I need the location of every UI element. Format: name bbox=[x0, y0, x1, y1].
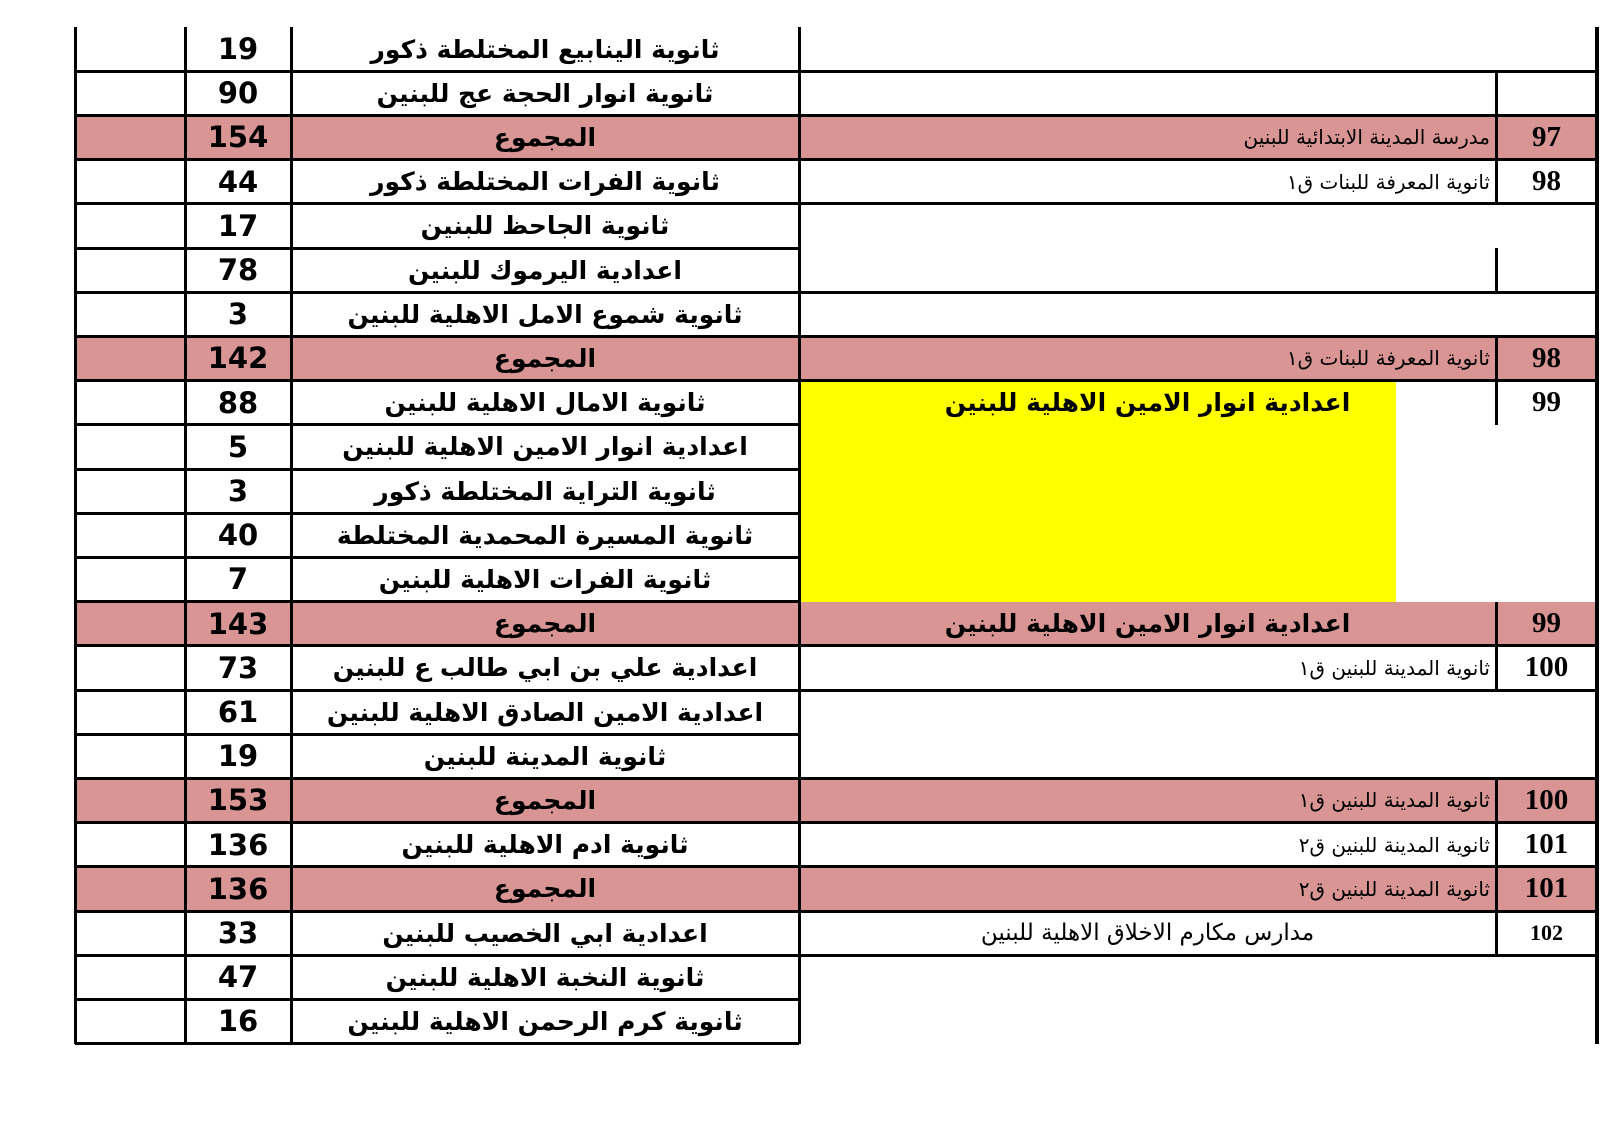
table-row bbox=[75, 425, 1534, 469]
total-row bbox=[75, 867, 1569, 911]
grid-line bbox=[184, 27, 187, 1044]
grid-line bbox=[799, 114, 1597, 117]
blank-cell bbox=[75, 778, 185, 822]
centre-number: 100 bbox=[1524, 651, 1569, 684]
centre-number: 98 bbox=[1532, 165, 1561, 198]
blank-cell bbox=[75, 292, 185, 336]
school-name: اعدادية انوار الامين الاهلية للبنين bbox=[342, 432, 748, 462]
student-count: 90 bbox=[217, 76, 259, 111]
total-label: المجموع bbox=[493, 122, 597, 152]
blank-cell bbox=[75, 513, 185, 557]
table-row bbox=[75, 27, 1534, 71]
blank-cell bbox=[75, 71, 185, 115]
grid-line bbox=[799, 291, 1597, 294]
student-count: 40 bbox=[217, 518, 259, 553]
school-name: اعدادية ابي الخصيب للبنين bbox=[382, 918, 708, 948]
centre-school-name: ثانوية المدينة للبنين ق٢ bbox=[1298, 876, 1490, 901]
school-name: ثانوية التراية المختلطة ذكور bbox=[374, 476, 716, 506]
grid-line bbox=[799, 910, 1597, 913]
centre-school-name: ثانوية المعرفة للبنات ق١ bbox=[1286, 169, 1490, 194]
table-row bbox=[75, 469, 1534, 513]
table-row bbox=[75, 381, 1561, 425]
grid-line bbox=[798, 27, 801, 1044]
grid-line bbox=[1495, 160, 1498, 204]
blank-cell bbox=[75, 911, 185, 955]
blank-cell bbox=[75, 27, 185, 71]
blank-cell bbox=[75, 690, 185, 734]
table-row bbox=[75, 734, 1534, 778]
total-row bbox=[75, 115, 1561, 159]
grid-line bbox=[290, 27, 293, 1044]
student-count: 19 bbox=[217, 739, 259, 774]
grid-line bbox=[1495, 602, 1498, 646]
student-count: 73 bbox=[217, 650, 259, 685]
student-count: 3 bbox=[227, 474, 249, 509]
centre-school-name: اعدادية انوار الامين الاهلية للبنين bbox=[944, 609, 1351, 639]
student-count: 136 bbox=[207, 827, 269, 862]
student-count: 17 bbox=[217, 208, 259, 243]
school-name: ثانوية ادم الاهلية للبنين bbox=[401, 830, 689, 860]
total-row bbox=[75, 778, 1569, 822]
student-count: 44 bbox=[217, 164, 259, 199]
table-row bbox=[75, 71, 1534, 115]
school-name: ثانوية النخبة الاهلية للبنين bbox=[385, 962, 705, 992]
blank-cell bbox=[75, 248, 185, 292]
school-name: ثانوية الامال الاهلية للبنين bbox=[384, 388, 706, 418]
centre-number: 98 bbox=[1532, 341, 1561, 374]
student-count: 88 bbox=[217, 385, 259, 420]
total-label: المجموع bbox=[493, 874, 597, 904]
table-row bbox=[75, 292, 1534, 336]
grid-line bbox=[799, 335, 1597, 338]
student-count: 143 bbox=[207, 606, 269, 641]
table-row bbox=[75, 911, 1563, 955]
total-label: المجموع bbox=[493, 785, 597, 815]
centre-school-name: ثانوية المدينة للبنين ق١ bbox=[1298, 788, 1490, 813]
table-row bbox=[75, 204, 1534, 248]
school-name: ثانوية المسيرة المحمدية المختلطة bbox=[336, 520, 754, 550]
grid-line bbox=[799, 644, 1597, 647]
centre-school-name: مدارس مكارم الاخلاق الاهلية للبنين bbox=[980, 920, 1315, 947]
centre-number: 99 bbox=[1532, 607, 1561, 640]
blank-cell bbox=[75, 734, 185, 778]
student-count: 19 bbox=[217, 32, 259, 67]
table-row bbox=[75, 160, 1561, 204]
grid-line bbox=[799, 202, 1597, 205]
grid-line bbox=[1495, 646, 1498, 690]
centre-number: 101 bbox=[1524, 872, 1569, 905]
student-count: 142 bbox=[207, 341, 269, 376]
centre-number: 100 bbox=[1524, 783, 1569, 816]
blank-cell bbox=[75, 646, 185, 690]
blank-cell bbox=[75, 469, 185, 513]
school-name: ثانوية الينابيع المختلطة ذكور bbox=[370, 34, 720, 64]
table-row bbox=[75, 646, 1569, 690]
table-row bbox=[75, 955, 1534, 999]
centre-number: 97 bbox=[1532, 120, 1561, 153]
grid-line bbox=[1495, 71, 1498, 115]
school-name: ثانوية انوار الحجة عج للبنين bbox=[376, 78, 714, 108]
blank-cell bbox=[75, 823, 185, 867]
school-name: ثانوية الجاحظ للبنين bbox=[420, 211, 670, 241]
grid-line bbox=[799, 379, 1597, 382]
centre-school-name: اعدادية انوار الامين الاهلية للبنين bbox=[944, 388, 1351, 418]
grid-line bbox=[799, 158, 1597, 161]
centre-school-name: ثانوية المدينة للبنين ق١ bbox=[1298, 655, 1490, 680]
school-name: ثانوية الفرات الاهلية للبنين bbox=[378, 564, 712, 594]
school-name: ثانوية شموع الامل الاهلية للبنين bbox=[347, 299, 743, 329]
centre-school-name: ثانوية المدينة للبنين ق٢ bbox=[1298, 832, 1490, 857]
total-row bbox=[75, 336, 1561, 380]
school-name: اعدادية اليرموك للبنين bbox=[408, 255, 682, 285]
grid-line bbox=[799, 865, 1597, 868]
table-row bbox=[75, 823, 1569, 867]
grid-line bbox=[1495, 911, 1498, 955]
blank-cell bbox=[75, 425, 185, 469]
student-count: 3 bbox=[227, 297, 249, 332]
school-name: ثانوية المدينة للبنين bbox=[423, 741, 667, 771]
centre-number: 101 bbox=[1524, 828, 1569, 861]
school-name: ثانوية كرم الرحمن الاهلية للبنين bbox=[347, 1006, 743, 1036]
blank-cell bbox=[75, 602, 185, 646]
grid-line bbox=[74, 27, 77, 1044]
student-count: 154 bbox=[207, 120, 269, 155]
blank-cell bbox=[75, 867, 185, 911]
student-count: 7 bbox=[227, 562, 249, 597]
student-count: 153 bbox=[207, 783, 269, 818]
total-label: المجموع bbox=[493, 343, 597, 373]
table-row bbox=[75, 999, 1534, 1043]
blank-cell bbox=[75, 115, 185, 159]
school-name: اعدادية الامين الصادق الاهلية للبنين bbox=[326, 697, 764, 727]
school-name: اعدادية علي بن ابي طالب ع للبنين bbox=[332, 653, 758, 683]
blank-cell bbox=[75, 955, 185, 999]
blank-cell bbox=[75, 160, 185, 204]
grid-line bbox=[1495, 248, 1498, 292]
table-row bbox=[75, 690, 1534, 734]
grid-line bbox=[1495, 778, 1498, 822]
student-count: 16 bbox=[217, 1004, 259, 1039]
grid-line bbox=[1495, 823, 1498, 867]
total-row bbox=[75, 602, 1561, 646]
centre-number: 99 bbox=[1532, 386, 1561, 419]
grid-line bbox=[799, 70, 1597, 73]
table-row bbox=[75, 513, 1534, 557]
student-count: 136 bbox=[207, 871, 269, 906]
blank-cell bbox=[75, 336, 185, 380]
grid-line bbox=[799, 777, 1597, 780]
blank-cell bbox=[75, 999, 185, 1043]
grid-line bbox=[1495, 115, 1498, 159]
grid-line bbox=[799, 821, 1597, 824]
grid-line bbox=[799, 954, 1597, 957]
blank-cell bbox=[75, 204, 185, 248]
grid-line bbox=[1495, 381, 1498, 425]
grid-line bbox=[1595, 27, 1599, 1044]
blank-cell bbox=[75, 381, 185, 425]
student-count: 5 bbox=[227, 429, 249, 464]
grid-line bbox=[1495, 867, 1498, 911]
table-row bbox=[75, 557, 1534, 601]
total-label: المجموع bbox=[493, 609, 597, 639]
school-name: ثانوية الفرات المختلطة ذكور bbox=[370, 167, 720, 197]
centre-school-name: ثانوية المعرفة للبنات ق١ bbox=[1286, 346, 1490, 371]
grid-line bbox=[1495, 336, 1498, 380]
student-count: 61 bbox=[217, 695, 259, 730]
student-count: 47 bbox=[217, 960, 259, 995]
centre-school-name: مدرسة المدينة الابتدائية للبنين bbox=[1243, 125, 1490, 150]
table-row bbox=[75, 248, 1534, 292]
centre-number: 102 bbox=[1530, 920, 1563, 946]
student-count: 78 bbox=[217, 253, 259, 288]
grid-line bbox=[799, 689, 1597, 692]
student-count: 33 bbox=[217, 916, 259, 951]
blank-cell bbox=[75, 557, 185, 601]
